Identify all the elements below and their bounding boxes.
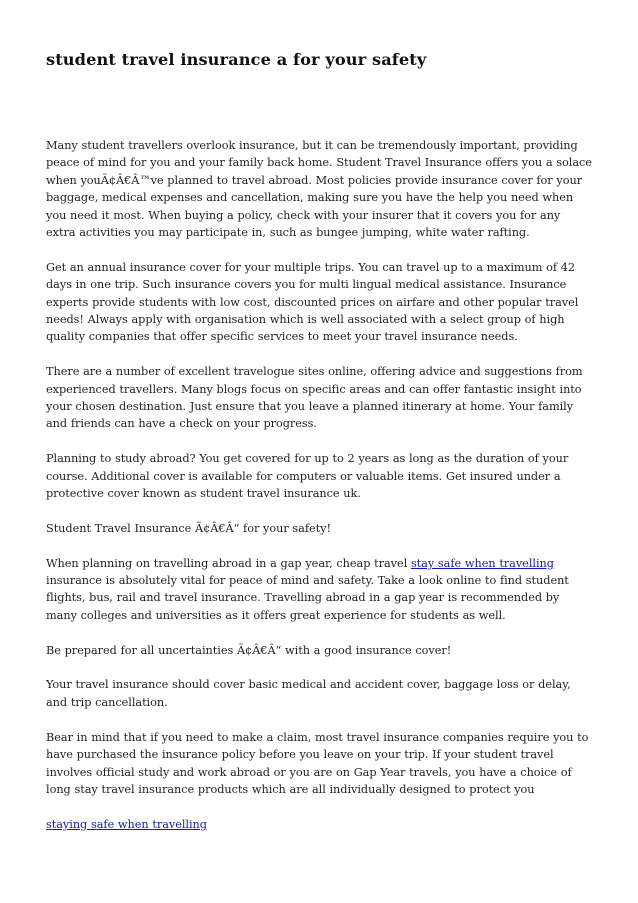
paragraph-annual-cover: Get an annual insurance cover for your multiple trips. You can travel up to a maximum of 42 days in one trip. Such insurance covers you for multi lingual medical assistance. Insurance experts provide students with low cost, discounted prices on airfare and other popular travel needs! Always apply with organisation which is well associated with a select group of high quality companies that offer specific services to meet your travel insurance needs. bbox=[46, 260, 579, 344]
gap-year-text-after: insurance is absolutely vital for peace of mind and safety. Take a look online to find student flights, bus, rail and travel insurance. Travelling abroad in a gap year is recommended by many colleges and universities as it offers great experience for students as well. bbox=[46, 574, 569, 622]
paragraph-gap-year bbox=[46, 555, 592, 625]
paragraph-safety-heading: Student Travel Insurance Ã¢Â€Â“ for your safety! bbox=[46, 521, 331, 535]
document-title: student travel insurance a for your safety bbox=[46, 50, 427, 69]
staying-safe-link[interactable]: staying safe when travelling bbox=[46, 817, 207, 831]
paragraph-study-abroad: Planning to study abroad? You get covered for up to 2 years as long as the duration of your course. Additional cover is available for computers or valuable items. Get insured under a protective cover known as student travel insurance uk. bbox=[46, 452, 569, 501]
paragraph-basic-cover: Your travel insurance should cover basic medical and accident cover, baggage loss or delay, and trip cancellation. bbox=[46, 678, 571, 709]
gap-year-text-before: When planning on travelling abroad in a gap year, cheap travel bbox=[46, 556, 411, 570]
footer-link-row bbox=[46, 816, 592, 833]
stay-safe-link[interactable]: stay safe when travelling bbox=[410, 556, 554, 570]
paragraph-claim: Bear in mind that if you need to make a claim, most travel insurance companies require you to have purchased the insurance policy before you leave on your trip. If your student travel involves official study and work abroad or you are on Gap Year travels, you have a choice of long stay travel insurance products which are all individually designed to protect you bbox=[46, 730, 589, 796]
paragraph-travelogue: There are a number of excellent travelogue sites online, offering advice and suggestions from experienced travellers. Many blogs focus on specific areas and can offer fantastic insight into your chosen destination. Just ensure that you leave a planned itinerary at home. Your family and friends can have a check on your progress. bbox=[46, 365, 583, 431]
paragraph-intro: Many student travellers overlook insurance, but it can be tremendously important, providing peace of mind for you and your family back home. Student Travel Insurance offers you a solace when youÃ¢Â€Â™ve planned to travel abroad. Most policies provide insurance cover for your baggage, medical expenses and cancellation, making sure you have the help you need when you need it most. When buying a policy, check with your insurer that it covers you for any extra activities you may participate in, such as bungee jumping, white water rafting. bbox=[46, 139, 592, 240]
paragraph-uncertainties: Be prepared for all uncertainties Ã¢Â€Â“ with a good insurance cover! bbox=[46, 643, 452, 657]
